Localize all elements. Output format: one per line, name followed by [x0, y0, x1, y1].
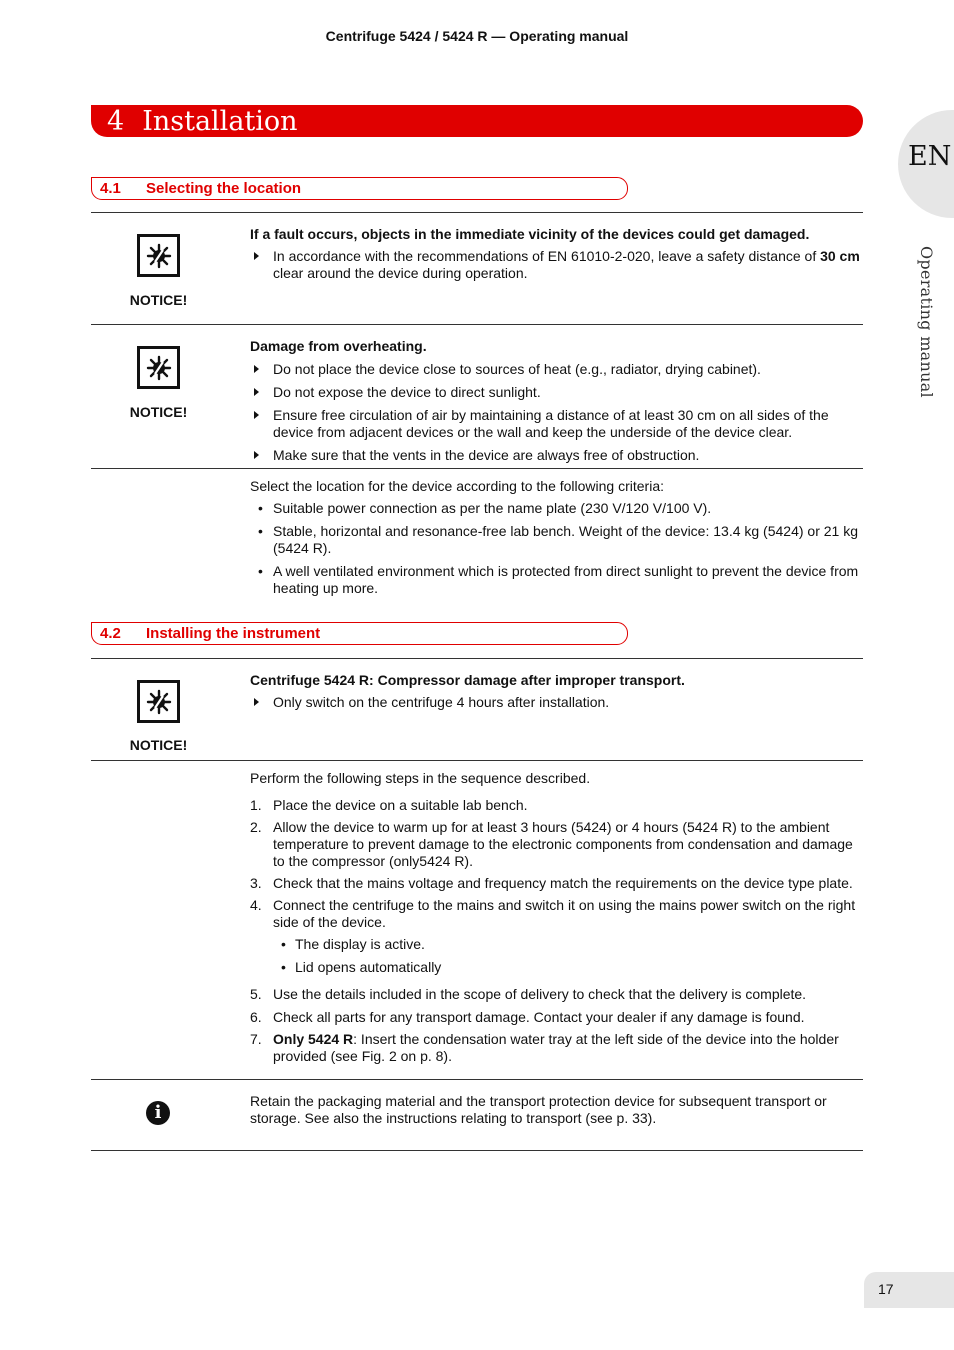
running-header: Centrifuge 5424 / 5424 R — Operating manual [325, 28, 629, 44]
divider [91, 212, 863, 213]
side-label: Operating manual [917, 246, 936, 398]
notice-2 [250, 338, 865, 469]
arrow-icon [254, 698, 259, 706]
divider [91, 658, 863, 659]
notice-3 [250, 672, 865, 716]
page-number: 17 [878, 1281, 894, 1297]
step-item: 5. Use the details included in the scope of delivery to check that the delivery is complete. [250, 986, 807, 1002]
criteria-intro: Select the location for the device according to the following criteria: [250, 478, 665, 494]
notice-label: NOTICE! [129, 404, 188, 420]
section-title: Installing the instrument [146, 625, 321, 642]
list-item: Ensure free circulation of air by maintaining a distance of at least 30 cm on all sides of the device from adjacent devices or the wall and keep the underside of the device clear. [250, 407, 865, 441]
notice-icon [137, 234, 180, 277]
info-icon: i [146, 1101, 170, 1125]
chapter-heading [91, 105, 863, 137]
arrow-icon [254, 388, 259, 396]
arrow-icon [254, 365, 259, 373]
list-item: Make sure that the vents in the device are always free of obstruction. [250, 447, 865, 464]
divider [91, 468, 863, 469]
list-item: • Stable, horizontal and resonance-free lab bench. Weight of the device: 13.4 kg (5424) or 21 kg (5424 R). [258, 523, 858, 556]
arrow-icon [254, 451, 259, 459]
notice-heading: If a fault occurs, objects in the immediate vicinity of the devices could get damaged. [250, 226, 810, 242]
section-heading-4-2 [91, 622, 628, 645]
notice-label: NOTICE! [129, 737, 188, 753]
list-item: Do not place the device close to sources of heat (e.g., radiator, drying cabinet). [250, 361, 865, 378]
section-title: Selecting the location [146, 180, 302, 197]
list-item: • A well ventilated environment which is protected from direct sunlight to prevent the device from heating up more. [258, 563, 859, 596]
section-number: 4.1 [100, 180, 121, 197]
notice-1 [250, 226, 865, 287]
section-number: 4.2 [100, 625, 121, 642]
notice-heading: Damage from overheating. [250, 338, 427, 354]
steps-intro: Perform the following steps in the sequence described. [250, 770, 591, 786]
page-number-box [864, 1272, 954, 1308]
step-item: 2. Allow the device to warm up for at least 3 hours (5424) or 4 hours (5424 R) to the ambient temperature to prevent damage to the electronic components from condensation and damage to the compressor (only5424 R). [250, 819, 853, 869]
notice-icon [137, 346, 180, 389]
divider [91, 760, 863, 761]
notice-label: NOTICE! [129, 292, 188, 308]
language-code: EN [908, 141, 952, 172]
location-criteria [250, 478, 865, 602]
chapter-number: 4 [107, 105, 125, 137]
notice-icon [137, 680, 180, 723]
arrow-icon [254, 252, 259, 260]
info-text: Retain the packaging material and the transport protection device for subsequent transport or storage. See also the instructions relating to transport (see p. 33). [250, 1093, 827, 1126]
info-note [250, 1093, 865, 1127]
list-item: Do not expose the device to direct sunlight. [250, 384, 865, 401]
chapter-title: Installation [142, 105, 298, 137]
notice-heading: Centrifuge 5424 R: Compressor damage after improper transport. [250, 672, 685, 688]
divider [91, 324, 863, 325]
installation-steps [250, 770, 865, 1070]
list-item: • Suitable power connection as per the name plate (230 V/120 V/100 V). [258, 500, 712, 516]
step-item: 7. Only 5424 R: Insert the condensation water tray at the left side of the device into the holder provided (see Fig. 2 on p. 8). [250, 1031, 839, 1064]
divider [91, 1079, 863, 1080]
arrow-icon [254, 411, 259, 419]
step-item: 4. Connect the centrifuge to the mains and switch it on using the mains power switch on the right side of the device. [250, 897, 856, 930]
step-item: 1. Place the device on a suitable lab bench. [250, 797, 528, 813]
language-tab [898, 110, 954, 218]
step-item: 3. Check that the mains voltage and frequency match the requirements on the device type plate. [250, 875, 853, 891]
list-item: In accordance with the recommendations of EN 61010-2-020, leave a safety distance of 30 cm clear around the device during operation. [250, 248, 865, 282]
result-item: • Lid opens automatically [281, 959, 442, 975]
list-item: Only switch on the centrifuge 4 hours after installation. [250, 694, 865, 711]
result-item: • The display is active. [281, 936, 425, 952]
divider [91, 1150, 863, 1151]
section-heading-4-1 [91, 177, 628, 200]
step-item: 6. Check all parts for any transport damage. Contact your dealer if any damage is found. [250, 1009, 805, 1025]
